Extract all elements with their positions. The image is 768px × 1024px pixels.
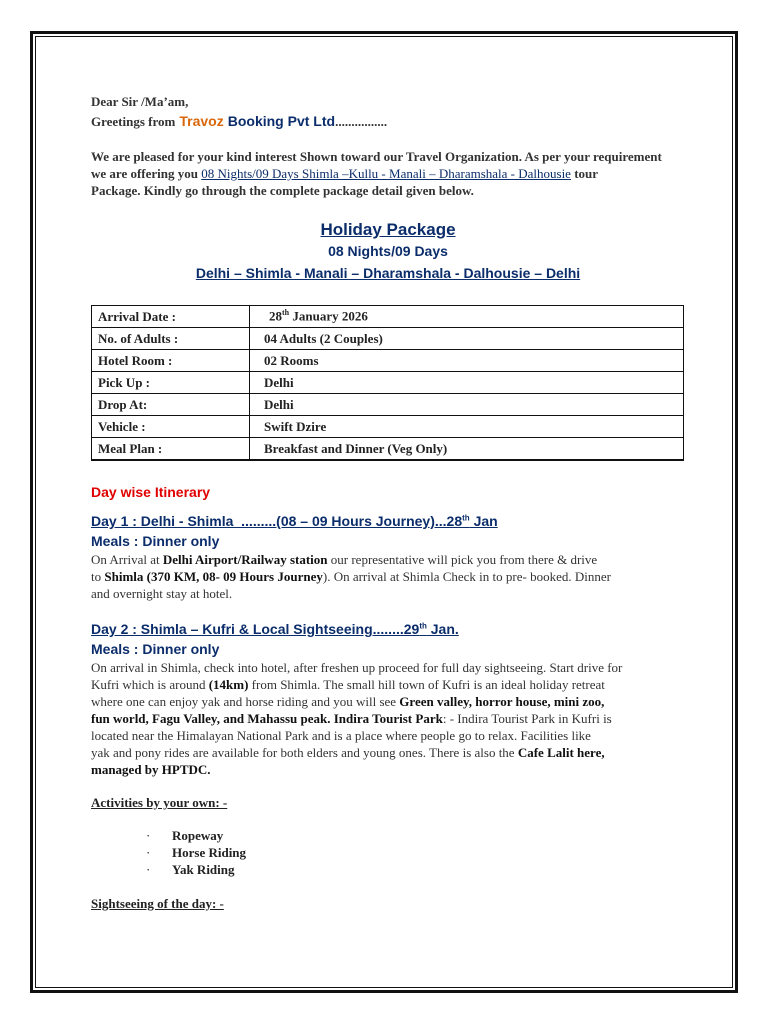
day2-bold: Green valley, horror house, mini zoo, bbox=[399, 694, 605, 709]
day1-bold: Delhi Airport/Railway station bbox=[162, 552, 328, 567]
table-row bbox=[92, 328, 684, 350]
detail-label: Meal Plan : bbox=[92, 438, 250, 461]
day1-line-2 bbox=[91, 568, 611, 585]
day2-title-main: Day 2 : Shimla – Kufri & Local Sightseeing........29 bbox=[91, 621, 420, 637]
detail-label: No. of Adults : bbox=[92, 328, 250, 350]
package-title: Holiday Package bbox=[320, 220, 456, 239]
day2-title-sup: th bbox=[419, 621, 427, 631]
day1-text: ). On arrival at Shimla Check in to pre- booked. Dinner bbox=[322, 569, 611, 584]
detail-label: Hotel Room : bbox=[92, 350, 250, 372]
detail-label: Vehicle : bbox=[92, 416, 250, 438]
table-row bbox=[92, 438, 684, 461]
trailing-dots: ................ bbox=[335, 114, 388, 129]
bullet-icon: · bbox=[146, 845, 151, 860]
table-row bbox=[92, 372, 684, 394]
day2-meals: Meals : Dinner only bbox=[91, 641, 220, 657]
salutation: Dear Sir /Ma’am, bbox=[91, 94, 189, 109]
detail-label: Drop At: bbox=[92, 394, 250, 416]
day1-title-sup: th bbox=[462, 513, 470, 523]
arrival-month-year: January 2026 bbox=[289, 308, 368, 324]
greetings-line bbox=[91, 113, 387, 131]
detail-value: Breakfast and Dinner (Veg Only) bbox=[250, 438, 684, 461]
detail-value bbox=[250, 306, 684, 328]
day1-title-end: Jan bbox=[469, 513, 498, 529]
table-row bbox=[92, 306, 684, 328]
arrival-day: 28 bbox=[269, 308, 282, 324]
table-row bbox=[92, 416, 684, 438]
detail-label: Arrival Date : bbox=[92, 306, 250, 328]
bullet-icon: · bbox=[146, 828, 151, 843]
day2-line-3 bbox=[91, 693, 604, 710]
bullet-icon: · bbox=[146, 862, 151, 877]
sightseeing-heading: Sightseeing of the day: - bbox=[91, 896, 224, 911]
brand-booking: Booking Pvt Ltd bbox=[227, 113, 336, 129]
detail-value: Swift Dzire bbox=[250, 416, 684, 438]
day2-line-7 bbox=[91, 761, 211, 778]
intro-line-2-prefix: we are offering you bbox=[91, 166, 198, 181]
day1-title bbox=[91, 513, 498, 529]
itinerary-heading: Day wise Itinerary bbox=[91, 484, 211, 500]
day2-line-6 bbox=[91, 744, 605, 761]
day2-bold: managed by HPTDC. bbox=[91, 762, 211, 777]
list-item: Ropeway bbox=[172, 828, 224, 843]
day2-bold: Cafe Lalit here, bbox=[517, 745, 605, 760]
day2-title bbox=[91, 621, 459, 637]
list-item: Yak Riding bbox=[172, 862, 235, 877]
day1-bold: Shimla ( bbox=[104, 569, 151, 584]
detail-value: Delhi bbox=[250, 394, 684, 416]
activities-heading: Activities by your own: - bbox=[91, 795, 228, 810]
table-row bbox=[92, 350, 684, 372]
day2-bold: (14km) bbox=[208, 677, 249, 692]
table-row bbox=[92, 394, 684, 416]
day2-line-4 bbox=[91, 710, 612, 727]
day2-text: Kufri which is around bbox=[91, 677, 209, 692]
day1-title-main: Day 1 : Delhi - Shimla .........(08 – 09 Hours Journey)...28 bbox=[91, 513, 463, 529]
brand-travoz: Travoz bbox=[179, 113, 224, 129]
detail-label: Pick Up : bbox=[92, 372, 250, 394]
day2-text: : - Indira Tourist Park in Kufri is bbox=[442, 711, 612, 726]
package-details-table bbox=[91, 305, 684, 461]
day2-text: where one can enjoy yak and horse riding and you will see bbox=[91, 694, 400, 709]
detail-value: 02 Rooms bbox=[250, 350, 684, 372]
day1-bold: 370 KM, 08- 09 Hours Journey bbox=[150, 569, 323, 584]
package-route: Delhi – Shimla - Manali – Dharamshala - Dalhousie – Delhi bbox=[195, 265, 581, 281]
intro-line-2-suffix: tour bbox=[574, 166, 599, 181]
detail-value: Delhi bbox=[250, 372, 684, 394]
arrival-day-suffix: th bbox=[282, 308, 290, 318]
intro-line-1: We are pleased for your kind interest Shown toward our Travel Organization. As per your requirement bbox=[91, 149, 662, 164]
day1-text: On Arrival at bbox=[91, 552, 163, 567]
day2-title-end: Jan. bbox=[426, 621, 459, 637]
day2-line-1: On arrival in Shimla, check into hotel, after freshen up proceed for full day sightseeing. Start drive for bbox=[91, 660, 623, 675]
day2-line-5: located near the Himalayan National Park and is a place where people go to relax. Facilities like bbox=[91, 728, 591, 743]
greetings-prefix: Greetings from bbox=[91, 114, 176, 129]
day1-text: our representative will pick you from there & drive bbox=[327, 552, 598, 567]
list-item: Horse Riding bbox=[172, 845, 247, 860]
day2-text: from Shimla. The small hill town of Kufri is an ideal holiday retreat bbox=[248, 677, 605, 692]
detail-value: 04 Adults (2 Couples) bbox=[250, 328, 684, 350]
package-link[interactable]: 08 Nights/09 Days Shimla –Kullu - Manali – Dharamshala - Dalhousie bbox=[201, 166, 571, 181]
day2-text: yak and pony rides are available for both elders and young ones. There is also the bbox=[91, 745, 518, 760]
intro-line-3: Package. Kindly go through the complete package detail given below. bbox=[91, 183, 474, 198]
intro-line-2 bbox=[91, 166, 598, 182]
day1-line-3: and overnight stay at hotel. bbox=[91, 586, 233, 601]
package-duration: 08 Nights/09 Days bbox=[328, 243, 448, 259]
day2-line-2 bbox=[91, 676, 605, 693]
day1-meals: Meals : Dinner only bbox=[91, 533, 220, 549]
day1-line-1 bbox=[91, 551, 597, 568]
day2-bold: fun world, Fagu Valley, and Mahassu peak. Indira Tourist Park bbox=[91, 711, 443, 726]
day1-text: to bbox=[91, 569, 105, 584]
